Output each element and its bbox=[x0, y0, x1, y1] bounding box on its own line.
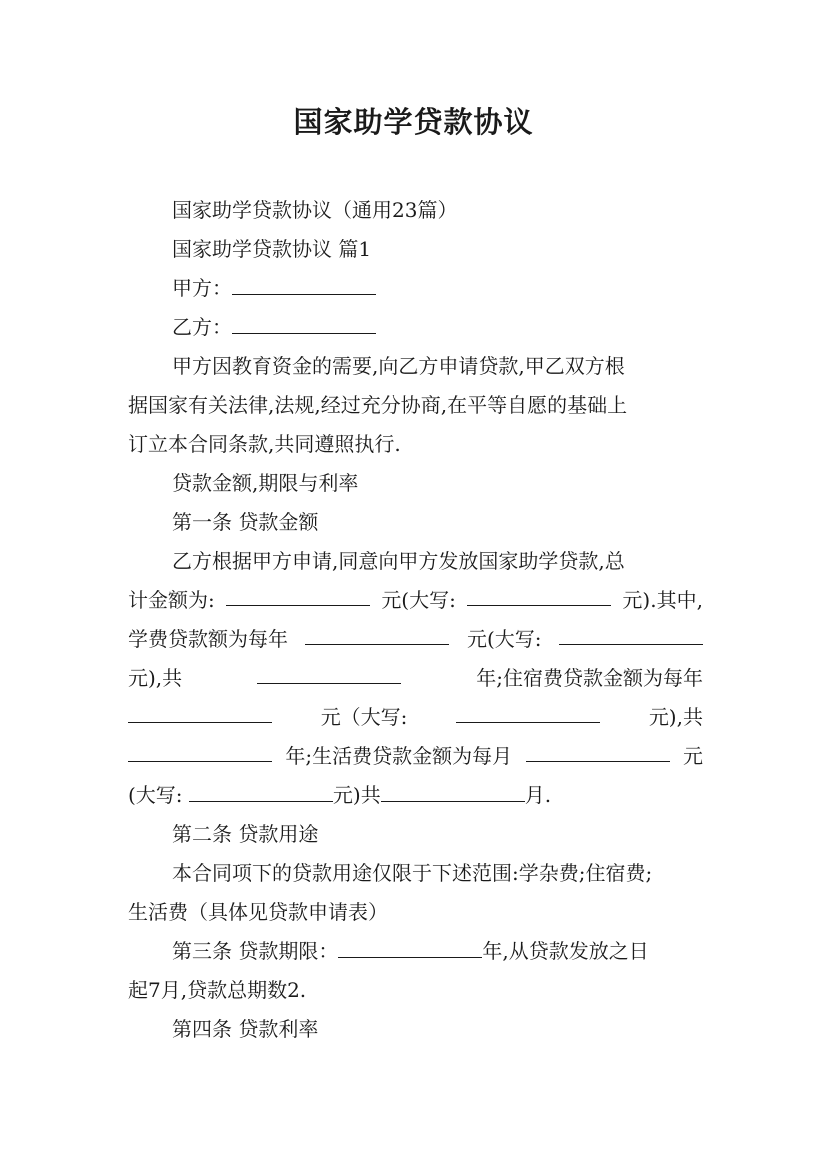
text-segment: 元(大写: bbox=[466, 627, 542, 651]
paragraph-line: 起7月,贷款总期数2. bbox=[128, 978, 307, 1002]
text-segment: 元 bbox=[682, 744, 703, 768]
paragraph-line bbox=[128, 659, 703, 698]
paragraph-line: 乙方根据甲方申请,同意向甲方发放国家助学贷款,总 bbox=[172, 549, 625, 573]
paragraph-line: 订立本合同条款,共同遵照执行. bbox=[128, 432, 401, 456]
fill-blank bbox=[128, 737, 272, 762]
subtitle-line: 国家助学贷款协议（通用23篇） bbox=[172, 198, 458, 222]
text-segment: 年,从贷款发放之日 bbox=[482, 939, 649, 963]
paragraph-line: 生活费（具体见贷款申请表） bbox=[128, 900, 388, 924]
fill-blank bbox=[559, 620, 703, 645]
text-segment: 元)共 bbox=[332, 783, 381, 807]
article-heading bbox=[128, 932, 703, 971]
fill-blank bbox=[381, 777, 525, 802]
section-heading: 国家助学贷款协议 篇1 bbox=[172, 237, 372, 261]
paragraph-line bbox=[128, 737, 703, 776]
text-segment: 元),共 bbox=[128, 666, 183, 690]
paragraph-line: 本合同项下的贷款用途仅限于下述范围:学杂费;住宿费; bbox=[172, 861, 653, 885]
fill-blank bbox=[189, 777, 333, 802]
party-b-line bbox=[128, 308, 703, 347]
party-a-blank bbox=[232, 270, 376, 295]
paragraph-line: 据国家有关法律,法规,经过充分协商,在平等自愿的基础上 bbox=[128, 393, 628, 417]
text-segment: 第三条 贷款期限： bbox=[172, 939, 339, 963]
paragraph-line bbox=[128, 776, 703, 815]
text-segment: 计金额为: bbox=[128, 588, 215, 612]
fill-blank bbox=[456, 698, 600, 723]
text-segment: 月. bbox=[524, 783, 552, 807]
fill-blank bbox=[257, 659, 401, 684]
paragraph-line bbox=[128, 698, 703, 737]
party-a-label: 甲方： bbox=[172, 276, 232, 300]
text-segment: (大写: bbox=[128, 783, 183, 807]
document-body bbox=[128, 191, 703, 1049]
fill-blank bbox=[338, 933, 482, 958]
text-segment: 元).其中, bbox=[622, 588, 703, 612]
paragraph-line bbox=[128, 620, 703, 659]
fill-blank bbox=[226, 581, 370, 606]
text-segment: 元（大写: bbox=[320, 705, 408, 729]
fill-blank bbox=[467, 581, 611, 606]
fill-blank bbox=[128, 698, 272, 723]
text-segment: 元(大写: bbox=[381, 588, 456, 612]
article-heading: 第一条 贷款金额 bbox=[172, 510, 319, 534]
paragraph-line bbox=[128, 581, 703, 620]
fill-blank bbox=[526, 737, 670, 762]
text-segment: 年;住宿费贷款金额为每年 bbox=[476, 666, 703, 690]
text-segment: 学费贷款额为每年 bbox=[128, 627, 288, 651]
article-heading: 第二条 贷款用途 bbox=[172, 822, 319, 846]
party-b-blank bbox=[232, 309, 376, 334]
paragraph-line: 甲方因教育资金的需要,向乙方申请贷款,甲乙双方根 bbox=[172, 354, 625, 378]
section-heading: 贷款金额,期限与利率 bbox=[172, 471, 359, 495]
fill-blank bbox=[305, 620, 449, 645]
article-heading: 第四条 贷款利率 bbox=[172, 1017, 319, 1041]
document-title: 国家助学贷款协议 bbox=[293, 105, 534, 139]
text-segment: 元),共 bbox=[648, 705, 703, 729]
party-a-line bbox=[128, 269, 703, 308]
party-b-label: 乙方： bbox=[172, 315, 232, 339]
text-segment: 年;生活费贷款金额为每月 bbox=[285, 744, 513, 768]
